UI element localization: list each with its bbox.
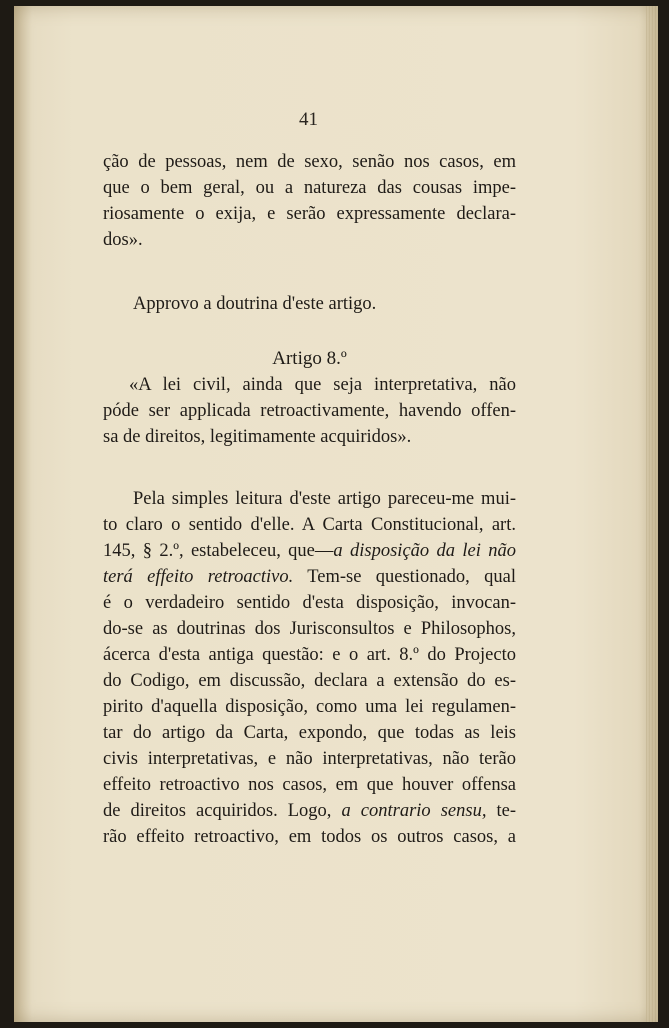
text-segment: te- (486, 801, 517, 821)
text-line: do-se as doutrinas dos Jurisconsultos e Philosophos, (103, 619, 516, 639)
discussion-paragraph (103, 486, 516, 850)
text-segment: Tem-se questionado, qual (293, 567, 516, 587)
italic-segment: terá effeito retroactivo. (103, 567, 294, 587)
text-line: sa de direitos, legitimamente acquiridos». (103, 427, 412, 447)
page-number: 41 (299, 109, 318, 130)
text-line: é o verdadeiro sentido d'esta disposição, invocan- (103, 593, 516, 613)
text-line: pirito d'aquella disposição, como uma lei regulamen- (103, 697, 516, 717)
text-line: do Codigo, em discussão, declara a extensão do es- (103, 671, 516, 691)
text-line: que o bem geral, ou a natureza das cousas impe- (103, 178, 516, 198)
approval-paragraph (103, 291, 516, 317)
text-line: effeito retroactivo nos casos, em que houver offensa (103, 775, 516, 795)
text-line: civis interpretativas, e não interpretativas, não terão (103, 749, 516, 769)
paragraph-continuation (103, 149, 516, 253)
text-line: tar do artigo da Carta, expondo, que todas as leis (103, 723, 516, 743)
text-line: ção de pessoas, nem de sexo, senão nos casos, em (103, 152, 516, 172)
italic-segment: a contrario sensu, (341, 801, 487, 821)
text-line: «A lei civil, ainda que seja interpretativa, não (129, 375, 516, 395)
text-line: to claro o sentido d'elle. A Carta Constitucional, art. (103, 515, 516, 535)
text-line: riosamente o exija, e serão expressamente declara- (103, 204, 516, 224)
text-line: rão effeito retroactivo, em todos os outros casos, a (103, 827, 516, 847)
text-segment: 145, § 2.º, estabeleceu, que— (103, 541, 334, 561)
text-line (103, 538, 516, 564)
text-line: dos». (103, 230, 143, 250)
book-page (14, 6, 658, 1022)
text-line: póde ser applicada retroactivamente, havendo offen- (103, 401, 516, 421)
text-line: Pela simples leitura d'este artigo pareceu-me mui- (133, 489, 516, 509)
article-heading: Artigo 8.º (272, 348, 347, 369)
text-line: Approvo a doutrina d'este artigo. (133, 294, 377, 314)
page-edge (646, 6, 658, 1022)
italic-segment: a disposição da lei não (333, 541, 516, 561)
text-line (103, 798, 516, 824)
text-line (103, 564, 516, 590)
text-segment: de direitos acquiridos. Logo, (103, 801, 342, 821)
text-line: ácerca d'esta antiga questão: e o art. 8.º do Projecto (103, 645, 516, 665)
article-quote (103, 372, 516, 450)
